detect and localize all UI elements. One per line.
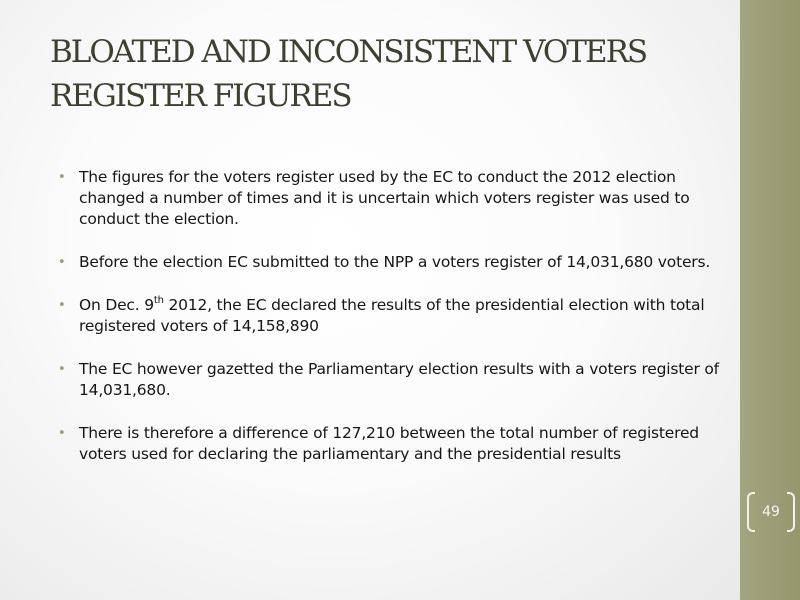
bullet-item-1 bbox=[58, 167, 722, 230]
bullet-text-1: The figures for the voters register used by the EC to conduct the 2012 election changed a number of times and it is uncertain which voters register was used to conduct the election. bbox=[79, 168, 690, 228]
bullet-dot-icon: • bbox=[58, 170, 66, 185]
bullet-dot-icon: • bbox=[58, 426, 66, 441]
bullet-list bbox=[58, 167, 722, 487]
bullet-item-3 bbox=[58, 295, 722, 337]
bullet-item-4 bbox=[58, 359, 722, 401]
bullet-text-3-superscript: th bbox=[153, 294, 164, 306]
bullet-dot-icon: • bbox=[58, 298, 66, 313]
slide-title: BLOATED AND INCONSISTENT VOTERS REGISTER FIGURES bbox=[50, 34, 647, 114]
bullet-item-2 bbox=[58, 252, 722, 273]
bullet-dot-icon: • bbox=[58, 255, 66, 270]
page-number-box bbox=[747, 492, 795, 534]
bullet-text-4: The EC however gazetted the Parliamentary election results with a voters register of 14,031,680. bbox=[79, 360, 719, 399]
bullet-dot-icon: • bbox=[58, 362, 66, 377]
bullet-item-5 bbox=[58, 423, 722, 465]
bullet-text-2: Before the election EC submitted to the NPP a voters register of 14,031,680 voters. bbox=[79, 253, 711, 271]
bullet-text-3-after: 2012, the EC declared the results of the presidential election with total registered voters of 14,158,890 bbox=[79, 296, 705, 335]
bullet-text-3-before: On Dec. 9 bbox=[79, 296, 154, 314]
page-number: 49 bbox=[762, 504, 780, 520]
bullet-text-5: There is therefore a difference of 127,210 between the total number of registered voters used for declaring the parliamentary and the presidential results bbox=[79, 424, 699, 463]
